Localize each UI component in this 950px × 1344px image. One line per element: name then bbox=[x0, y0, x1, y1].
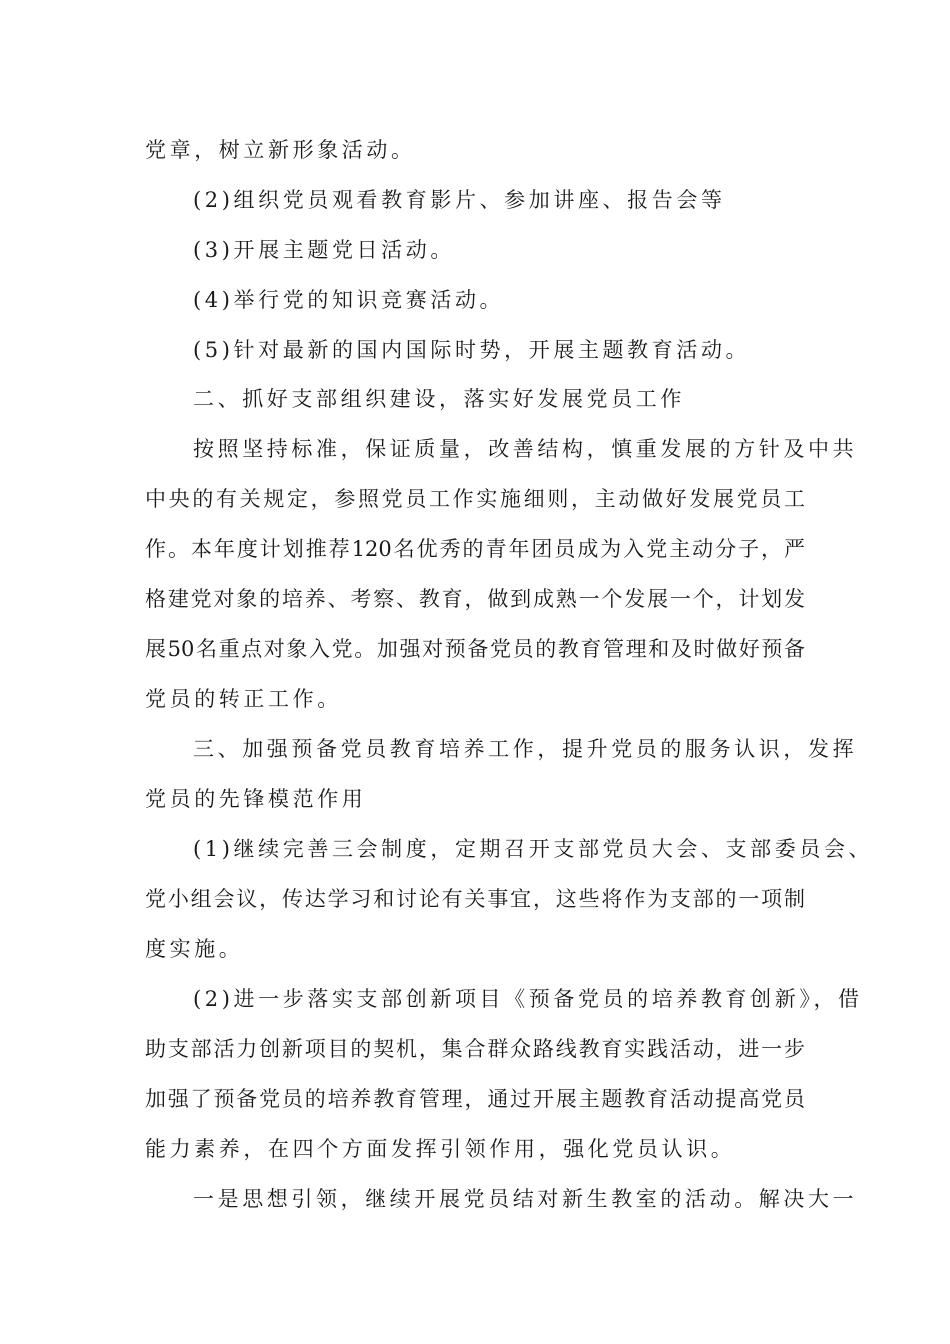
text-line-21: 能力素养，在四个方面发挥引领作用，强化党员认识。 bbox=[145, 1137, 736, 1161]
text-line-16: 党小组会议，传达学习和讨论有关事宜，这些将作为支部的一项制 bbox=[145, 887, 805, 911]
text-line-1: 党章，树立新形象活动。 bbox=[145, 138, 416, 162]
text-line-10: 格建党对象的培养、考察、教育，做到成熟一个发展一个，计划发 bbox=[145, 587, 805, 611]
text-line-4: (4)举行党的知识竞赛活动。 bbox=[193, 288, 505, 312]
text-line-15: (1)继续完善三会制度，定期召开支部党员大会、支部委员会、 bbox=[193, 837, 874, 861]
text-line-22: 一是思想引领，继续开展党员结对新生教室的活动。解决大一 bbox=[193, 1187, 858, 1211]
text-line-11: 展50名重点对象入党。加强对预备党员的教育管理和及时做好预备 bbox=[145, 637, 805, 661]
text-line-20: 加强了预备党员的培养教育管理，通过开展主题教育活动提高党员 bbox=[145, 1087, 805, 1111]
text-line-18: (2)进一步落实支部创新项目《预备党员的培养教育创新》，借 bbox=[193, 987, 863, 1011]
text-line-2: (2)组织党员观看教育影片、参加讲座、报告会等 bbox=[193, 188, 726, 212]
section-heading-3-cont: 党员的先锋模范作用 bbox=[145, 787, 367, 811]
text-line-12: 党员的转正工作。 bbox=[145, 687, 342, 711]
text-line-8: 中央的有关规定，参照党员工作实施细则，主动做好发展党员工 bbox=[145, 487, 805, 511]
text-line-19: 助支部活力创新项目的契机，集合群众路线教育实践活动，进一步 bbox=[145, 1037, 805, 1061]
section-heading-2: 二、抓好支部组织建设，落实好发展党员工作 bbox=[193, 387, 685, 411]
text-line-7: 按照坚持标准，保证质量，改善结构，慎重发展的方针及中共 bbox=[193, 437, 858, 461]
text-line-9: 作。本年度计划推荐120名优秀的青年团员成为入党主动分子，严 bbox=[145, 537, 805, 561]
text-line-3: (3)开展主题党日活动。 bbox=[193, 238, 455, 262]
text-line-17: 度实施。 bbox=[145, 937, 244, 961]
text-line-5: (5)针对最新的国内国际时势，开展主题教育活动。 bbox=[193, 338, 751, 362]
section-heading-3: 三、加强预备党员教育培养工作，提升党员的服务认识，发挥 bbox=[193, 737, 858, 761]
